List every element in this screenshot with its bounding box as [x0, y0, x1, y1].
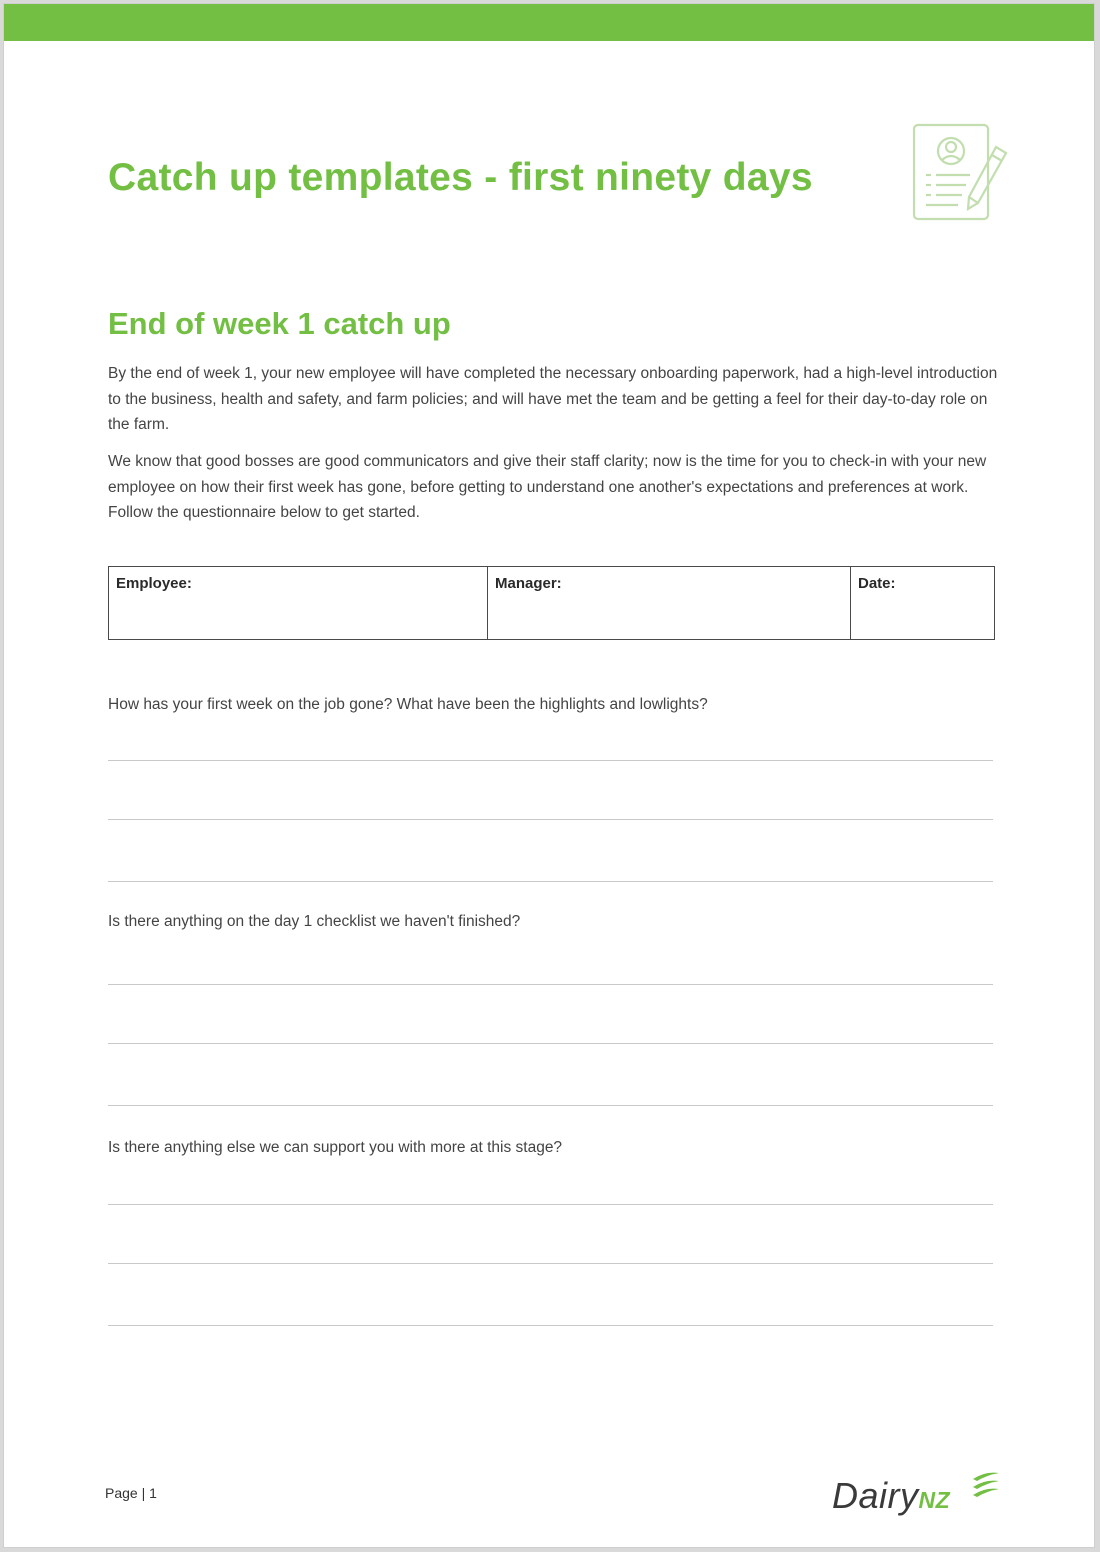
- answer-line[interactable]: [108, 1263, 993, 1264]
- section-title: End of week 1 catch up: [108, 306, 451, 341]
- document-page: [3, 3, 1095, 1548]
- answer-line[interactable]: [108, 1204, 993, 1205]
- question-3: Is there anything else we can support you with more at this stage?: [108, 1139, 563, 1156]
- logo-wordmark: [832, 1475, 950, 1517]
- logo-suffix-text: NZ: [918, 1487, 951, 1513]
- answer-line[interactable]: [108, 1043, 993, 1044]
- logo-main-text: Dairy: [832, 1475, 919, 1516]
- question-1: How has your first week on the job gone? What have been the highlights and lowlights?: [108, 696, 708, 713]
- top-color-bar: [4, 4, 1094, 41]
- manager-label: Manager:: [495, 575, 562, 592]
- document-with-person-and-pencil-icon: [908, 119, 1012, 225]
- date-label: Date:: [858, 575, 896, 592]
- answer-line[interactable]: [108, 819, 993, 820]
- intro-paragraph-2: We know that good bosses are good communicators and give their staff clarity; now is the time for you to check-in with your new employee on how their first week has gone, before getting to understand one another's expectations and preferences at work. Follow the questionnaire below to get started.: [108, 453, 987, 521]
- document-title: Catch up templates - first ninety days: [108, 156, 813, 199]
- answer-line[interactable]: [108, 881, 993, 882]
- dairynz-logo: [832, 1469, 1002, 1525]
- answer-line[interactable]: [108, 760, 993, 761]
- page-number: Page | 1: [105, 1485, 157, 1501]
- question-2: Is there anything on the day 1 checklist we haven't finished?: [108, 913, 521, 930]
- answer-line[interactable]: [108, 984, 993, 985]
- answer-line[interactable]: [108, 1325, 993, 1326]
- employee-cell[interactable]: [109, 567, 488, 640]
- date-cell[interactable]: [851, 567, 995, 640]
- leaf-swoosh-icon: [971, 1469, 1001, 1499]
- answer-line[interactable]: [108, 1105, 993, 1106]
- catch-up-details-table: [108, 566, 995, 640]
- manager-cell[interactable]: [488, 567, 851, 640]
- employee-label: Employee:: [116, 575, 192, 592]
- intro-paragraph-1: By the end of week 1, your new employee will have completed the necessary onboarding paperwork, had a high-level introduction to the business, health and safety, and farm policies; and will have met the team and be getting a feel for their day-to-day role on the farm.: [108, 365, 998, 433]
